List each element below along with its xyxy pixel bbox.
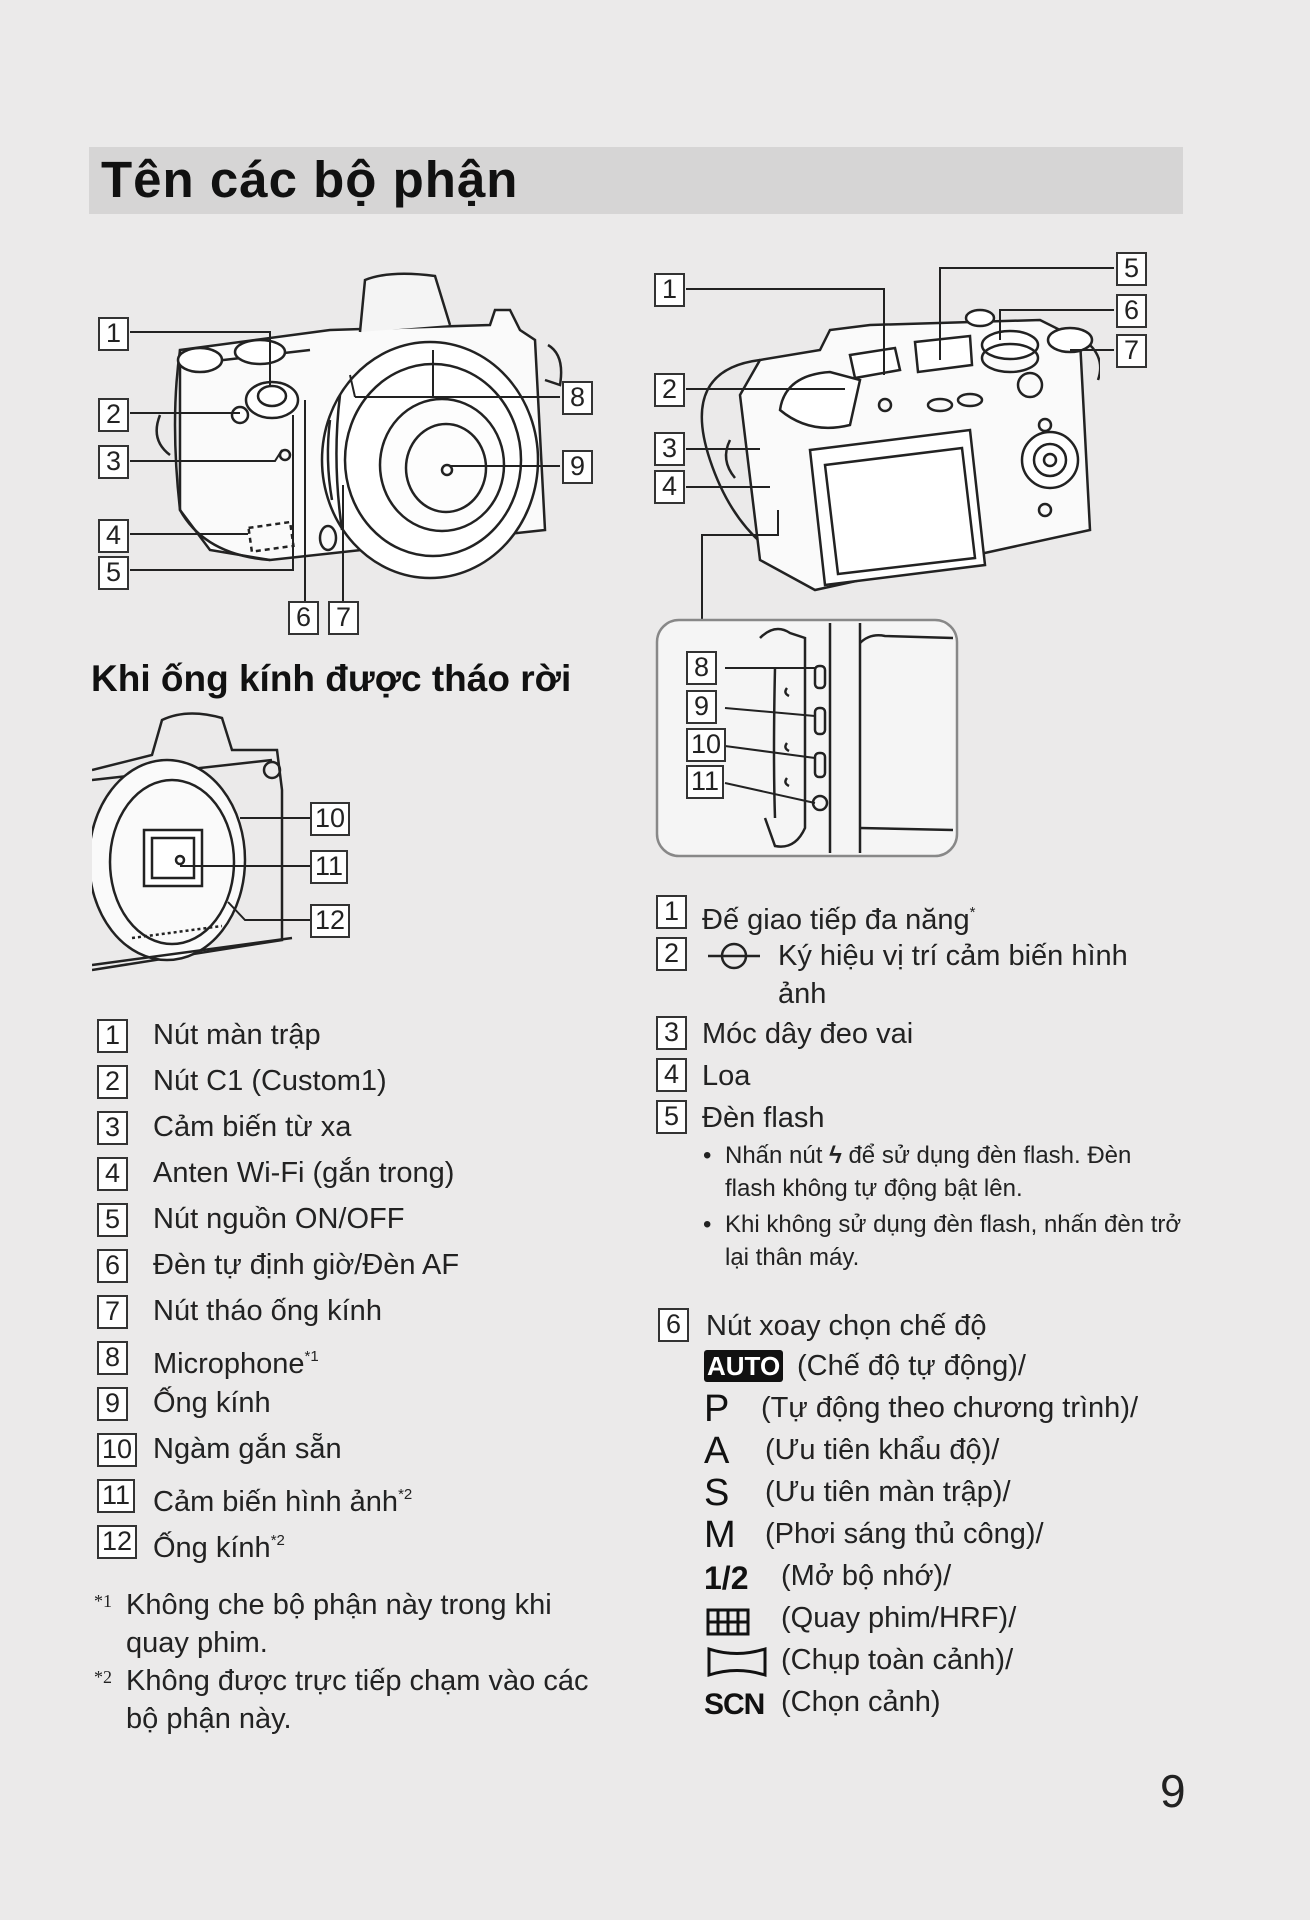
scn-mode-icon: SCN	[704, 1688, 765, 1721]
m-mode-icon: M	[704, 1514, 736, 1556]
footnote-1: *1 Không che bộ phận này trong khi quay phim.	[94, 1589, 552, 1659]
list-item: 1 Nút màn trập	[97, 1012, 617, 1058]
list-item: 4 Anten Wi-Fi (gắn trong)	[97, 1150, 617, 1196]
rear-callout-5: 5	[1116, 252, 1147, 286]
port-callout-10: 10	[686, 728, 726, 762]
rear-callout-6: 6	[1116, 294, 1147, 328]
sensor-position-icon	[708, 941, 760, 971]
flash-icon: ϟ	[829, 1142, 842, 1169]
list-item: 6 Đèn tự định giờ/Đèn AF	[97, 1242, 617, 1288]
front-callout-8: 8	[562, 381, 593, 415]
front-callout-9: 9	[562, 450, 593, 484]
list-item: 7 Nút tháo ống kính	[97, 1288, 617, 1334]
panorama-icon	[706, 1646, 768, 1678]
page-title: Tên các bộ phận	[101, 151, 519, 208]
p-mode-icon: P	[704, 1388, 730, 1430]
list-item: 12 Ống kính$^{*2}$	[97, 1518, 617, 1564]
a-mode-icon: A	[704, 1430, 730, 1472]
list-item: 11 Cảm biến hình ảnh$^{*2}$	[97, 1472, 617, 1518]
list-item: 5 Nút nguồn ON/OFF	[97, 1196, 617, 1242]
rear-callout-4: 4	[654, 470, 685, 504]
front-callout-4: 4	[98, 519, 129, 553]
memory-recall-icon: 1/2	[704, 1560, 749, 1596]
port-callout-9: 9	[686, 690, 717, 724]
list-item: 2 Ký hiệu vị trí cảm biến hình ảnh	[656, 937, 1176, 1017]
list-item: 10 Ngàm gắn sẵn	[97, 1426, 617, 1472]
list-item: 3 Cảm biến từ xa	[97, 1104, 617, 1150]
front-callout-7: 7	[328, 601, 359, 635]
rear-callout-3: 3	[654, 432, 685, 466]
flash-bullet-1: • Nhấn nút ϟ để sử dụng đèn flash. Đèn flash không tự động bật lên.	[703, 1142, 1132, 1202]
left-parts-list	[97, 1012, 617, 1564]
mount-callout-12: 12	[310, 904, 350, 938]
footnote-2: *2 Không được trực tiếp chạm vào các bộ phận này.	[94, 1665, 589, 1735]
list-item: 8 Microphone$^{*1}$	[97, 1334, 617, 1380]
mount-callout-11: 11	[310, 850, 348, 884]
s-mode-icon: S	[704, 1472, 730, 1514]
port-callout-11: 11	[686, 765, 724, 799]
rear-callout-7: 7	[1116, 334, 1147, 368]
port-callout-8: 8	[686, 651, 717, 685]
rear-callout-2: 2	[654, 373, 685, 407]
front-callout-5: 5	[98, 556, 129, 590]
front-callout-1: 1	[98, 317, 129, 351]
front-callout-2: 2	[98, 398, 129, 432]
flash-bullet-2: • Khi không sử dụng đèn flash, nhấn đèn trở lại thân máy.	[703, 1211, 1182, 1271]
movie-icon	[706, 1606, 750, 1638]
list-item: 2 Nút C1 (Custom1)	[97, 1058, 617, 1104]
front-callout-3: 3	[98, 445, 129, 479]
rear-callout-1: 1	[654, 273, 685, 307]
front-callout-6: 6	[288, 601, 319, 635]
mount-callout-10: 10	[310, 802, 350, 836]
auto-mode-icon: AUTO	[704, 1350, 783, 1382]
list-item: 9 Ống kính	[97, 1380, 617, 1426]
rear-callout-lines	[0, 0, 1310, 700]
lens-removed-heading: Khi ống kính được tháo rời	[91, 658, 572, 699]
page-number: 9	[1160, 1765, 1186, 1817]
